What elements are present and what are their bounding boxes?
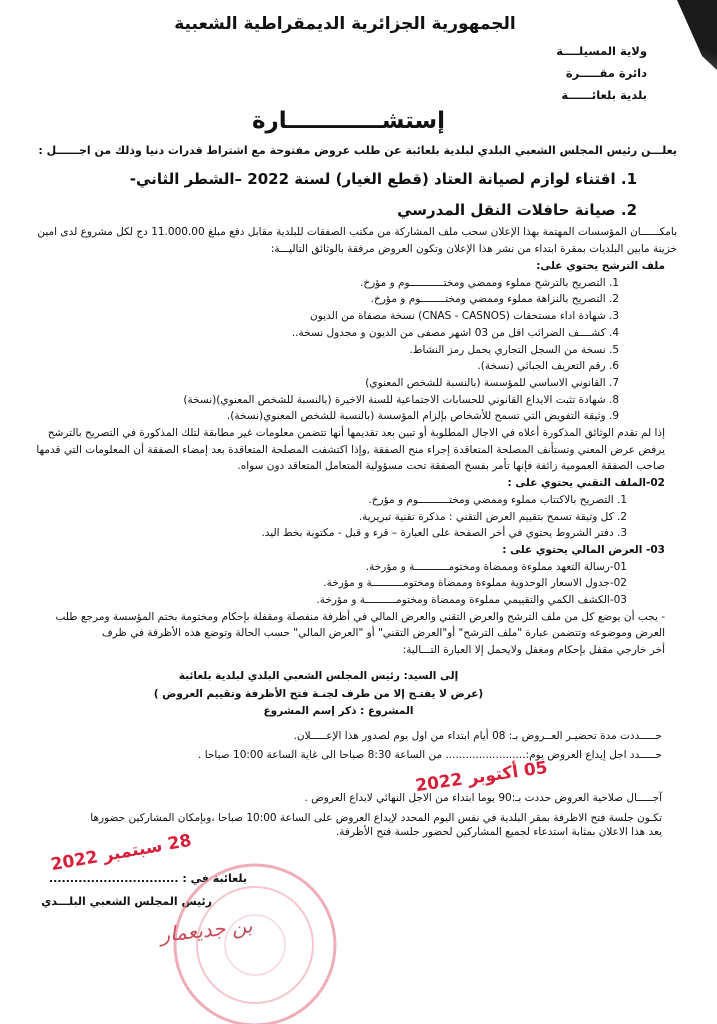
- list-item: 5. نسخة من السجل التجاري يحمل رمز النشاط.: [409, 343, 619, 356]
- list-item: 02-جدول الاسعار الوحدوية مملوءة وممضاة ومختومــــــــــة و مؤرخة.: [323, 577, 627, 590]
- envelope-address: إلى السيد: رئيس المجلس الشعبي البلدي لبلدية بلعائبة (عرض لا يفتـح إلا من طرف لجنـة فتح الأظرفة وتقييم العروض ) المشروع : ذكر إسم المشروع: [153, 670, 484, 718]
- sign-date-stamp: 28 سبتمبر 2022: [49, 830, 194, 876]
- handwritten-signature: بن جديعمار: [158, 913, 254, 947]
- wilaya: ولاية المسيلــــة: [556, 44, 647, 58]
- section-heading: ملف الترشح يحتوي على:: [536, 260, 665, 272]
- administration-block: [556, 40, 647, 106]
- list-item: 6. رقم التعريف الجبائي (نسخة).: [477, 360, 619, 373]
- list-item: 3. دفتر الشروط يحتوي في أخر الصفحة على العبارة – قرء و قبل - مكتوبة بخط اليد.: [261, 527, 627, 540]
- list-item: 01-رسالة التعهد مملوءة وممضاة ومختومـــــــــــة و مؤرخة.: [365, 560, 627, 573]
- list-item: 4. كشــــف الضرائب اقل من 03 اشهر مصفى من الديون و مجدول نسخة..: [291, 326, 619, 339]
- list-item: 2. كل وثيقة تسمح بتقييم العرض التقني : مذكرة تقنية تبريرية.: [358, 510, 627, 523]
- document-title: إستشــــــــــــارة: [251, 108, 446, 134]
- intro: يعلـــن رئيس المجلس الشعبي البلدي لبلدية بلعائبة عن طلب عروض مفتوحة مع اشتراط قدرات دنيا وذلك من اجــــــل :: [38, 144, 677, 157]
- section-heading: 03- العرض المالي يحتوي على :: [502, 543, 665, 556]
- scan-shadow: [667, 0, 717, 70]
- list-item: 2. التصريح بالنزاهة مملوء وممضي ومختــــــــوم و مؤرخ.: [370, 293, 619, 306]
- commune: بلدية بلعائــــــة: [561, 88, 647, 102]
- list-item: 8. شهادة تثبت الايداع القانوني للحسابات الاجتماعية للسنة الاخيرة (بالنسبة للشخص المعنوي)(نسخة): [183, 393, 619, 406]
- list-item: 7. القانوني الاساسي للمؤسسة (بالنسبة للشخص المعنوي): [365, 376, 619, 389]
- daira: دائرة مقـــــرة: [565, 66, 647, 80]
- country-header: الجمهورية الجزائرية الديمقراطية الشعبية: [174, 14, 516, 34]
- deadline-date-stamp: 05 أكتوبر 2022: [414, 757, 549, 797]
- list-item: 03-الكشف الكمي والتقييمي مملوءة وممضاة ومختومــــــــــة و مؤرخة.: [316, 594, 627, 607]
- candidature-file: ملف الترشح يحتوي على: 1. التصريح بالترشح مملوء وممضي ومختـــــــــــوم و مؤرخ. 2. التصريح بالنزاهة مملوء وممضي ومختــــــــوم و مؤرخ. 3. شهادة اداء مستحقات (CNAS - CASNOS) نسخة مصفاة من الديون 4. كشــــف الضرائب اقل من 03 اشهر مصفى من الديون و مجدول نسخة.. 5. نسخة من السجل التجاري يحمل رمز النشاط. 6. رقم التعريف الجبائي (نسخة). 7. القانوني الاساسي للمؤسسة (بالنسبة للشخص المعنوي) 8. شهادة تثبت الايداع القانوني للحسابات الاجتماعية للسنة الاخيرة (بالنسبة للشخص المعنوي)(نسخة) 9. وثيقة التفويض التي تسمح للأشخاص بإلزام المؤسسة (بالنسبة للشخص المعنوي(نسخة). إذا لم تقدم الوثائق المذكورة أعلاه في الاجال المطلوبة أو تبين بعد تقديمها أنها تتضمن معلومات غير مطابقة لتلك المذكورة في التصريح بالترشح يرفض عرض المعني وتستأنف المصلحة المتعاقدة إجراء منح الصفقة ,وإذا اكتشفت المصلحة المتعاقدة بعد إمضاء الصفقة أن المعلومات التي قدمها صاحب الصفقة العمومية زائفة فإنها تأمر بفسخ الصفقة تحت مسؤولية المتعامل المتعاقد دون سواه. 02-الملف التقني يحتوي على : 1. التصريح بالاكتتاب مملوء وممضي ومختــــــــــوم و مؤرخ. 2. كل وثيقة تسمح بتقييم العرض التقني : مذكرة تقنية تبريرية. 3. دفتر الشروط يحتوي في أخر الصفحة على العبارة – قرء و قبل - مكتوبة بخط اليد. 03- العرض المالي يحتوي على : 01-رسالة التعهد مملوءة وممضاة ومختومـــــــــــة و مؤرخة. 02-جدول الاسعار الوحدوية مملوءة وممضاة ومختومــــــــــة و مؤرخة. 03-الكشف الكمي والتقييمي مملوءة وممضاة ومختومــــــــــة و مؤرخة. - يجب أن يوضع كل من ملف الترشح والعرض التقني والعرض المالي في أظرفة منفصلة ومقفلة بإحكام ومختومة بختم المؤسسة ومرجع طلب العرض وموضوعه وتتضمن عبارة "ملف الترشح" أو"العرض التقني" أو "العرض المالي" حسب الحالة وتوضع هذه الأظرفة في ظرف أخر خارجي مقفل بإحكام ومغفل ولايحمل إلا العبارة التـــالية:: [36, 260, 665, 657]
- signatory-title: رئيس المجلس الشعبي البلـــدي: [41, 895, 212, 908]
- project-2: 2. صيانة حافلات النقل المدرسي: [397, 201, 637, 219]
- paragraph-withdrawal: بامكــــــان المؤسسات المهتمة بهذا الإعلان سحب ملف المشاركة من مكتب الصفقات للبلدية مقابل دفع مبلغ 11.000.00 دج لكل مشروع لدى امين خزينة مابين البلديات بمقرة ابتداء من نشر هذا الإعلان وتكون العروض مرفقة بالوثائق التاليـــة:: [37, 226, 677, 255]
- list-item: 3. شهادة اداء مستحقات (CNAS - CASNOS) نسخة مصفاة من الديون: [310, 310, 619, 323]
- section-heading: 02-الملف التقني يحتوي على :: [507, 477, 665, 490]
- list-item: 1. التصريح بالترشح مملوء وممضي ومختـــــــــــوم و مؤرخ.: [360, 276, 619, 289]
- project-1: 1. اقتناء لوازم لصيانة العتاد (قطع الغيار) لسنة 2022 –الشطر الثاني-: [129, 170, 637, 188]
- signature-place: بلعائبة في : ...............................: [48, 872, 247, 885]
- terms: حـــــددت مدة تحضيـر العــروض بـ: 08 أيام ابتداء من اول يوم لصدور هذا الإعـــــلان. حـــــدد اجل إيداع العروض يوم:........................ من الساعة 8:30 صباحا الى غاية الساعة 10:00 صباحا . آجـــــال صلاحية العروض حددت بـ:90 يوما ابتداء من الاجل النهائي لايداع العروض . تكـون جلسة فتح الاظرفة بمقر البلدية في نفس اليوم المحدد لإيداع العروض على الساعة 10:00 صباحا ،وبإمكان المشاركين حضورها يعد هذا الاعلان بمثابة استدعاء لجميع المشاركين لحضور جلسة فتح الأظرفة.: [90, 730, 662, 838]
- list-item: 1. التصريح بالاكتتاب مملوء وممضي ومختــــــــــوم و مؤرخ.: [368, 493, 627, 506]
- list-item: 9. وثيقة التفويض التي تسمح للأشخاص بإلزام المؤسسة (بالنسبة للشخص المعنوي(نسخة).: [226, 410, 619, 423]
